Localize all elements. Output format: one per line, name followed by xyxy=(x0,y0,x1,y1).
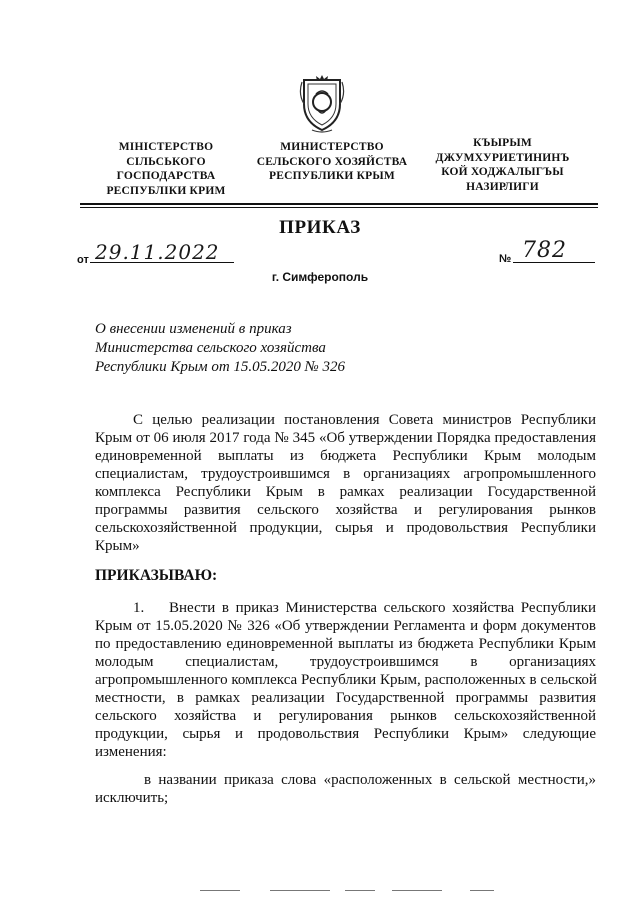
item-line: агропромышленного комплекса Республики Крым, расположенных в сельской xyxy=(95,672,597,688)
header-line: СЕЛЬСКОГО ХОЗЯЙСТВА xyxy=(256,155,408,168)
number-prefix: № xyxy=(499,253,512,265)
scan-artifact xyxy=(392,890,442,891)
item-line: продукции, сырья и продовольствия Республики Крым» следующие xyxy=(95,726,596,742)
subject-line: Министерства сельского хозяйства xyxy=(95,340,326,356)
city: г. Симферополь xyxy=(271,270,369,284)
subject-line: Республики Крым от 15.05.2020 № 326 xyxy=(95,359,346,375)
coat-of-arms-emblem xyxy=(298,74,346,134)
scan-artifact xyxy=(270,890,330,891)
header-divider-thin xyxy=(80,207,598,208)
amendment-line: в названии приказа слова «расположенных в сельской местности,» xyxy=(144,772,596,788)
preamble-line: единовременной выплаты из бюджета Республики Крым молодым xyxy=(95,448,596,464)
header-line: КЪЫРЫМ xyxy=(473,137,532,149)
preamble-line: С целью реализации постановления Совета министров Республики xyxy=(133,412,596,428)
item-line: молодым специалистам, трудоустроившимся в организациях xyxy=(95,654,596,670)
header-ministry-russian xyxy=(250,140,414,184)
header-line: МИНИСТЕРСТВО xyxy=(280,141,384,153)
header-divider-thick xyxy=(80,203,598,205)
preamble-line: специалистам, трудоустроившимся в организациях агропромышленного xyxy=(95,466,596,482)
item-line: местности, в рамках реализации Государственной программы развития xyxy=(95,690,596,706)
preamble-line: комплекса Республики Крым в рамках реализации Государственной xyxy=(95,484,596,500)
handwritten-order-number: 782 xyxy=(522,238,567,263)
header-line: ГОСПОДАРСТВА xyxy=(116,170,216,182)
header-line: СІЛЬСЬКОГО xyxy=(126,155,206,168)
item-line: Крым от 15.05.2020 № 326 «Об утверждении Регламента и форм документов xyxy=(95,618,596,634)
header-ministry-crimean-tatar xyxy=(425,136,580,194)
order-heading: ПРИКАЗЫВАЮ: xyxy=(95,567,218,584)
item-number: 1. xyxy=(133,600,145,616)
item-line: Внести в приказ Министерства сельского хозяйства Республики xyxy=(169,600,596,616)
header-line: НАЗИРЛИГИ xyxy=(466,180,539,193)
document-title: ПРИКАЗ xyxy=(279,217,361,238)
item-line: сельского хозяйства и регулирования рынков сельскохозяйственной xyxy=(95,708,596,724)
scan-artifact xyxy=(470,890,494,891)
header-line: РЕСПУБЛИКИ КРЫМ xyxy=(269,170,395,182)
header-ministry-ukrainian xyxy=(96,140,236,198)
scan-artifact xyxy=(200,890,240,891)
header-line: ДЖУМХУРИЕТИНИНЪ xyxy=(435,151,570,164)
item-line: изменения: xyxy=(95,744,167,760)
subject-line: О внесении изменений в приказ xyxy=(95,321,292,337)
preamble-line: сельскохозяйственной продукции, сырья и продовольствия Республики xyxy=(95,520,596,536)
date-prefix: от xyxy=(77,254,89,266)
header-line: КОЙ ХОДЖАЛЫГЪЫ xyxy=(441,166,564,178)
amendment-line: исключить; xyxy=(95,790,169,806)
header-line: РЕСПУБЛІКИ КРИМ xyxy=(106,184,226,197)
preamble-line: Крым» xyxy=(95,538,140,554)
preamble-line: программы развития сельского хозяйства и регулирования рынков xyxy=(95,502,596,518)
preamble-line: Крым от 06 июля 2017 года № 345 «Об утверждении Порядка предоставления xyxy=(95,430,596,446)
item-line: по предоставлению единовременной выплаты из бюджета Республики Крым xyxy=(95,636,596,652)
header-line: МІНІСТЕРСТВО xyxy=(118,141,214,153)
scan-artifact xyxy=(345,890,375,891)
handwritten-date: 29.11.2022 xyxy=(95,240,220,264)
